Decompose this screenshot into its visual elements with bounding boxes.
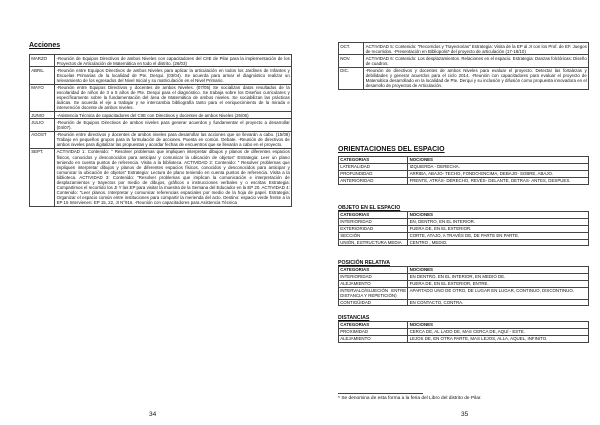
table-header-row <box>339 212 589 219</box>
action-row <box>30 131 292 148</box>
table-row <box>339 177 589 184</box>
table-header-row <box>339 157 589 164</box>
action-row <box>30 148 292 206</box>
table-objeto <box>338 211 589 246</box>
table-row <box>339 170 589 177</box>
table-orientaciones <box>338 156 589 185</box>
action-month: JUNIO <box>30 112 55 119</box>
table-row <box>339 218 589 225</box>
action-description: -Reunión entre directivos y docentes de ambos niveles para desarrollar las acciones que se llevarán a cabo. (15/08) Trabajo en pequeños grupos para la formulación de acciones. Puesta en común. Debate. -Reunión de directivos de ambos niveles para digitalizar las propuestas y acordar fechas de encuentros que se llevarán a cabo en el proyecto. <box>56 132 290 148</box>
category-cell: EXTERIORIDAD <box>339 225 408 232</box>
notion-cell: CORTE, ATAJO, A TRAVÉS DE, DE PARTE EN PARTE. <box>408 232 589 239</box>
footnote-rule <box>338 393 423 394</box>
notion-cell: CENTRO , MEDIO. <box>408 239 589 246</box>
page-number-left: 34 <box>149 411 157 418</box>
category-cell: ANTERIORIDAD <box>339 177 408 184</box>
action-row <box>30 119 292 131</box>
action-description: -Reunión entre Equipos Directivos y docentes de ambos Niveles. (07/05) Se socializan datos resultados de la escolaridad de niños de 3 a 5 años de Pte. Derqui para el diagnóstico. Se trabaja sobre los Diseños curriculares y específicamente sobre la fundamentación del área de Matemática de ambos niveles. Se sociabilizan las prácticas áulicas. Se acuerda el eje a trabajar y se intercambia bibliografía tanto para el enriquecimiento de la mirada e intervención docente de ambos niveles. <box>56 85 290 111</box>
notion-cell: FUERA DE, EN EL EXTERIOR. <box>408 225 589 232</box>
category-cell: UNIÓN, ESTRUCTURA MEDIA <box>339 239 408 246</box>
section-title-acciones: Acciones <box>29 42 61 49</box>
table-row <box>339 299 589 306</box>
action-row <box>339 43 589 55</box>
notion-cell: CERCA DE, AL LADO DE, MAS CERCA DE, AQUÍ - ESTE. <box>408 328 589 335</box>
action-row <box>30 55 292 67</box>
objeto-title: OBJETO EN EL ESPACIO <box>338 205 401 211</box>
action-month: DIC. <box>339 67 364 89</box>
table-row <box>339 239 589 246</box>
action-description: -Reunión de Equipos Directivos de ambos niveles para generar acuerdos y fundamentar el proyecto a desarrollar (04/07). <box>56 119 290 130</box>
column-header: CATEGORIAS <box>339 267 408 274</box>
action-month: MARZO <box>30 55 55 67</box>
action-description: ACTIVIDAD 5: Contenido: "Recorridos y Trayectorias" Estrategia: Visita de la EP al JI con los Prof. de EF. Juegos de recorridos. -Presentación en Bibliopolis⁵ del proyecto de articulación (17-18/10) <box>365 43 587 54</box>
action-row <box>30 67 292 84</box>
action-description: -Asistencia Técnica de capacitadores del CIIE con Directivos y docentes de ambos Niveles (26/06) <box>55 112 292 119</box>
category-cell: INTERVALO/SUJECIÓN ENTRE DISTANCIA Y REPETICIÓN) <box>340 288 407 299</box>
table-header-row <box>339 267 589 274</box>
actions-table-left <box>29 54 292 207</box>
notion-cell: EN CONTACTO, CONTRA. <box>408 299 589 306</box>
column-header: CATEGORIAS <box>339 212 408 219</box>
table-row <box>339 232 589 239</box>
table-row <box>339 335 589 342</box>
action-description: -Reunión de directivos y docentes de ambos Niveles para evaluar el proyecto. Detectar las fortalezas y debilidades y generar acuerdos para el ciclo 2014. -Reunión con capacitadores para evaluar el proyecto de Matemática desarrollado en la localidad de Pte. Derqui y su inclusión y difusión como propuesta innovadora en el desarrollo de proyectos de Articulación. <box>365 68 587 89</box>
action-month: OCT. <box>339 43 364 55</box>
action-description: -Reunión entre Equipos Directivos de ambos Niveles para aplicar la articulación en todos los Jardines de Infantes y Escuelas Primarias de la localidad de Pte. Derqui. (03/04). Se acuerda para armar el diagnóstico realizar un relevamiento de los egresados del Nivel Inicial y su matriculación en el Nivel Primario. <box>56 67 290 83</box>
action-description: ACTIVIDAD 6: Contenido: Los desplazamientos. Relaciones en el espacio. Estrategia: Danzas folclóricas: Diseño de cuadros. <box>365 55 587 66</box>
category-cell: PROFUNDIDAD <box>339 170 408 177</box>
category-cell: ALEJAMIENTO <box>339 335 408 342</box>
notion-cell: FUERA DE, EN EL EXTERIOR, ENTRE. <box>408 280 589 287</box>
column-header: CATEGORIAS <box>339 157 408 164</box>
table-header-row <box>339 322 589 329</box>
category-cell: CONTIGÜIDAD <box>339 299 408 306</box>
orientaciones-title: ORIENTACIONES DEL ESPACIO <box>338 146 445 153</box>
category-cell: SECCIÓN <box>339 232 408 239</box>
action-row <box>30 112 292 119</box>
action-month: NOV. <box>339 55 364 67</box>
table-posicion <box>338 266 589 306</box>
table-row <box>339 225 589 232</box>
notion-cell: EN, DENTRO, EN EL INTERIOR. <box>408 218 589 225</box>
page-number-right: 35 <box>461 411 469 418</box>
category-cell: PROXIMIDAD <box>339 328 408 335</box>
actions-table-right <box>338 42 589 90</box>
footnote: ⁵ Se denomina de esta forma a la feria del Libro del distrito de Pilar. <box>338 396 482 401</box>
column-header: CATEGORIAS <box>339 322 408 329</box>
table-row <box>339 163 589 170</box>
table-row <box>339 287 589 299</box>
action-month: MAYO <box>30 84 55 111</box>
table-row <box>339 280 589 287</box>
action-month: JULIO <box>30 119 55 131</box>
column-header: NOCIONES <box>408 212 589 219</box>
category-cell: LATERALIDAD <box>339 163 408 170</box>
table-row <box>339 273 589 280</box>
action-description: ACTIVIDAD 1: Contenido: " Resolver problemas que impliquen interpretar dibujos y planos de diferentes espacios físicos, conocidos y desconocidos para anticipar y comunicar la ubicación de objetos" Estrategia: Leer un plano teniendo en cuenta puntos de referencia. Visita a la biblioteca. ACTIVIDAD 2: Contenido: " Resolver problemas que impliquen interpretar dibujos y planos de diferentes espacios físicos, conocidos y desconocidos para anticipar y comunicar la ubicación de objetos" Estrategia: Lectura de plano teniendo en cuenta puntos de referencia. Visita a la biblioteca. ACTIVIDAD 3: Contenido: "Resolver problemas que implican la comunicación e interpretación de desplazamientos y trayectos por medio de dibujos, gráficos o instrucciones verbales y o escritas Estrategia: Compartimos el recorrido los JI Y las EP para visitar la muestra de la Semana del Educador en la EP 20. ACTIVIDAD 4: Contenido: "Leer planos. Interpretar y comunicar referencias espaciales por medio de la hoja de papel. Estrategia: Organizar el espacio común entre instituciones para compartir la merienda del acto. Destino: espacio verde frente a la EP 15 Intervienen: EP 15, 22, JI N°916. -Reunión con capacitadores para Asistencia Técnica <box>56 149 290 205</box>
action-row <box>30 84 292 111</box>
notion-cell: LEJOS DE, EN OTRA PARTE, MAS LEJOS, ALLA, AQUEL, INFINITO. <box>408 335 589 342</box>
notion-cell: FRENTE, ATRÁS- DERECHO, REVÉS- DELANTE, DETRAS- ANTES, DESPUES. <box>408 177 589 184</box>
notion-cell: EN DENTRO, EN EL INTERIOR, EN MEDIO DE. <box>408 273 589 280</box>
action-month: AGOST <box>30 131 55 148</box>
category-cell: ALEJAMIENTO <box>339 280 408 287</box>
action-description: -Reunión de Equipos Directivos de ambos Niveles con capacitadores del CIIE de Pilar para la implementación de los Proyectos de Articulación de Matemática en todo el distrito. (26/03) <box>56 55 290 66</box>
column-header: NOCIONES <box>408 267 589 274</box>
right-page <box>300 0 600 425</box>
table-distancias <box>338 321 589 343</box>
column-header: NOCIONES <box>408 157 589 164</box>
action-month: SEPT. <box>30 148 55 206</box>
notion-cell: IZQUIERDA - DERECHA. <box>408 163 589 170</box>
category-cell: INTERIORIDAD <box>339 218 408 225</box>
column-header: NOCIONES <box>408 322 589 329</box>
action-row <box>339 67 589 89</box>
table-row <box>339 328 589 335</box>
action-month: ABRIL <box>30 67 55 84</box>
distancias-title: DISTANCIAS <box>338 315 370 321</box>
category-cell: INTERIORIDAD <box>339 273 408 280</box>
notion-cell: ARRIBA, ABAJO- TECHO, FONDO-ENCIMA, DEBAJO- SOBRE, ABAJO. <box>408 170 589 177</box>
notion-cell: APARTADO UNO DE OTRO, DE LUGAR EN LUGAR, CONTINUO, DISCONTINUO. <box>408 287 589 299</box>
posicion-title: POSICIÓN RELATIVA <box>338 260 390 266</box>
action-row <box>339 55 589 67</box>
